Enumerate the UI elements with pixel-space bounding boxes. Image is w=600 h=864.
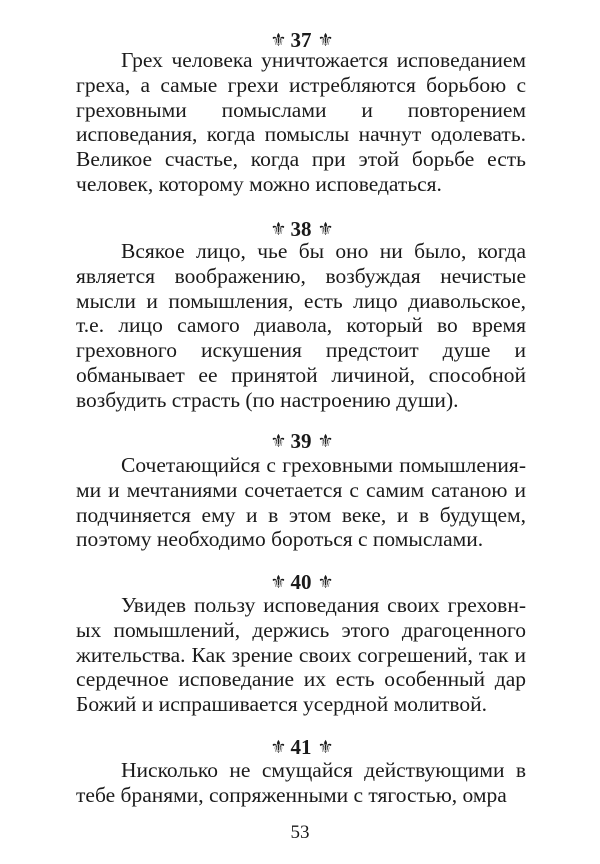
fleuron-left-icon: ⚜ bbox=[270, 30, 285, 50]
section-paragraph: Увидев пользу исповедания своих греховных помышлений, держись этого драгоценного жительства. Как зрение своих согрешений, так и сердечное исповедание их есть особенный дар Божий и испрашивается усердной молитвой. bbox=[76, 593, 526, 717]
fleuron-left-icon: ⚜ bbox=[270, 431, 285, 451]
section-number: 40 bbox=[290, 570, 312, 594]
page-number: 53 bbox=[290, 822, 310, 843]
section-paragraph: Всякое лицо, чье бы оно ни было, когда является воображению, возбуждая нечистые мысли и помышления, есть лицо диавольское, т.е. лицо самого диавола, который во время греховного искушения предстоит душе и обманывает ее принятой личиной, способной возбудить страсть (по настроению души). bbox=[76, 239, 526, 412]
section-number: 41 bbox=[290, 735, 312, 759]
fleuron-left-icon: ⚜ bbox=[270, 219, 285, 239]
fleuron-right-icon: ⚜ bbox=[317, 431, 332, 451]
section-paragraph: Нисколько не смущайся действующими в тебе бранями, сопряженными с тягостью, омра bbox=[76, 758, 526, 807]
section-number: 39 bbox=[290, 429, 312, 453]
fleuron-right-icon: ⚜ bbox=[317, 737, 332, 757]
section-heading bbox=[76, 735, 526, 759]
fleuron-left-icon: ⚜ bbox=[270, 737, 285, 757]
section-heading bbox=[76, 570, 526, 594]
fleuron-right-icon: ⚜ bbox=[317, 572, 332, 592]
fleuron-left-icon: ⚜ bbox=[270, 572, 285, 592]
fleuron-right-icon: ⚜ bbox=[317, 219, 332, 239]
fleuron-right-icon: ⚜ bbox=[317, 30, 332, 50]
section-heading bbox=[76, 217, 526, 241]
section-number: 37 bbox=[290, 28, 312, 52]
section-paragraph: Сочетающийся с греховными помышлениями и мечтаниями сочетается с самим сатаною и подчиняется ему и в этом веке, и в будущем, поэтому необходимо бороться с помыслами. bbox=[76, 453, 526, 552]
section-paragraph: Грех человека уничтожается исповеданием греха, а самые грехи истребляются борьбою с греховными помыслами и повторением исповедания, когда помыслы начнут одолевать. Великое счастье, когда при этой борьбе есть человек, которому можно исповедаться. bbox=[76, 48, 526, 196]
section-heading bbox=[76, 429, 526, 453]
section-number: 38 bbox=[290, 217, 312, 241]
